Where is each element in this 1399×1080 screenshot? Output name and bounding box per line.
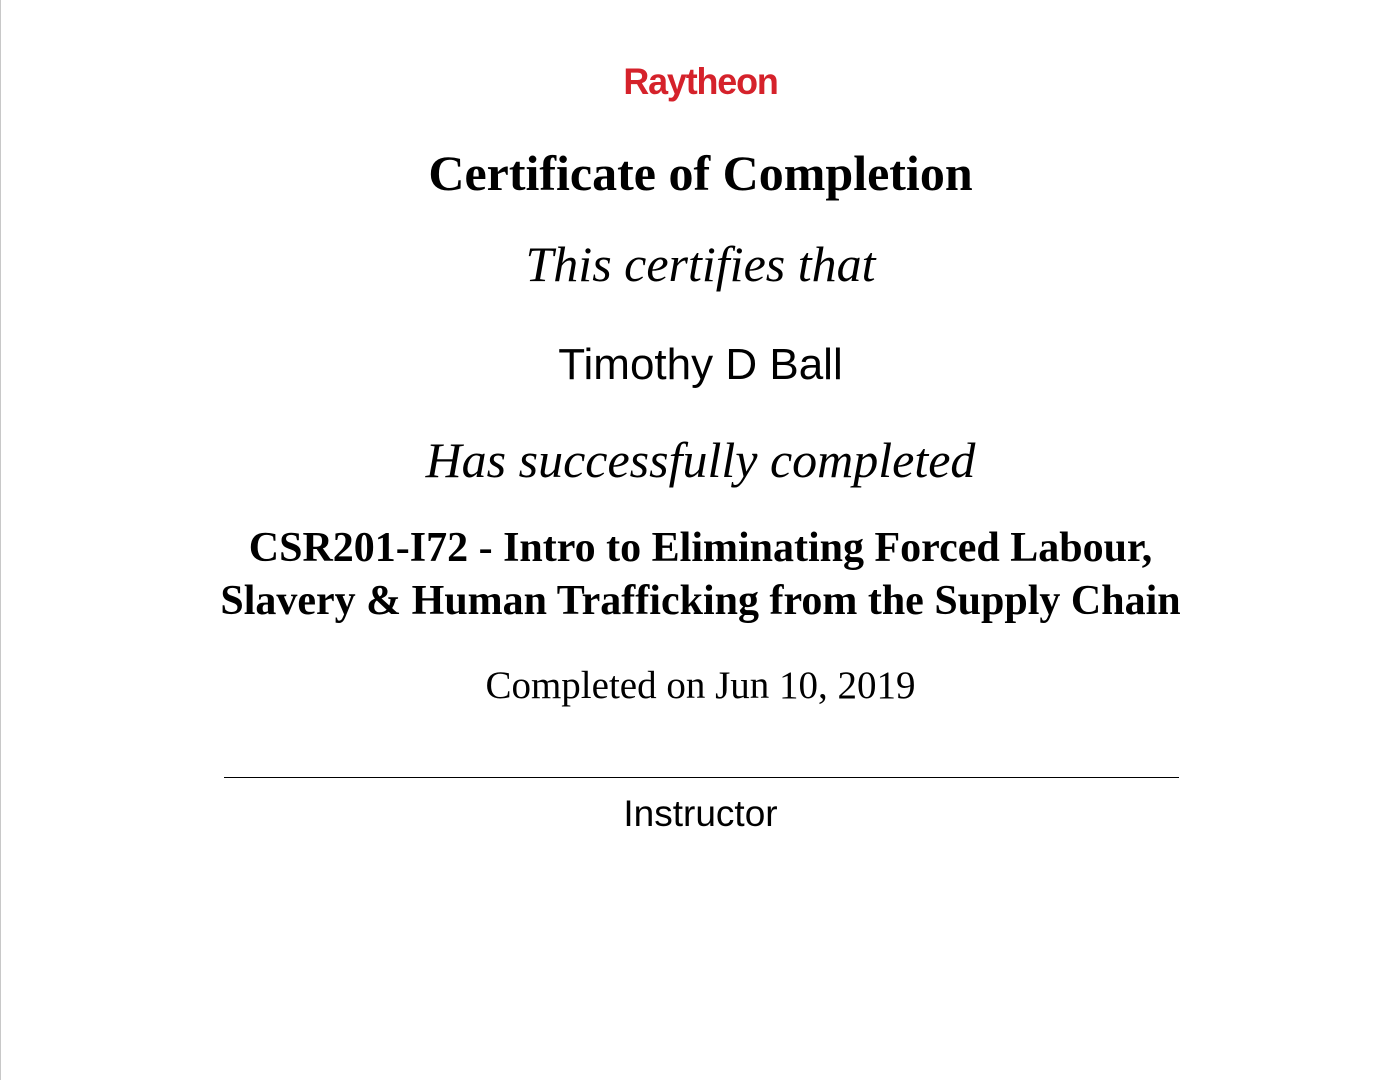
course-title: [1, 522, 1399, 628]
certificate-title: Certificate of Completion: [428, 145, 973, 201]
course-title-line-2: Slavery & Human Trafficking from the Supply Chain: [220, 578, 1181, 624]
instructor-label: Instructor: [623, 793, 778, 834]
completed-phrase: Has successfully completed: [425, 432, 976, 488]
completion-date: Completed on Jun 10, 2019: [485, 664, 916, 707]
raytheon-logo: Raytheon: [623, 61, 778, 102]
recipient-name: Timothy D Ball: [558, 340, 843, 389]
course-title-line-1: CSR201-I72 - Intro to Eliminating Forced Labour,: [248, 525, 1153, 571]
certifies-phrase: This certifies that: [525, 236, 876, 292]
signature-line: [224, 777, 1179, 778]
